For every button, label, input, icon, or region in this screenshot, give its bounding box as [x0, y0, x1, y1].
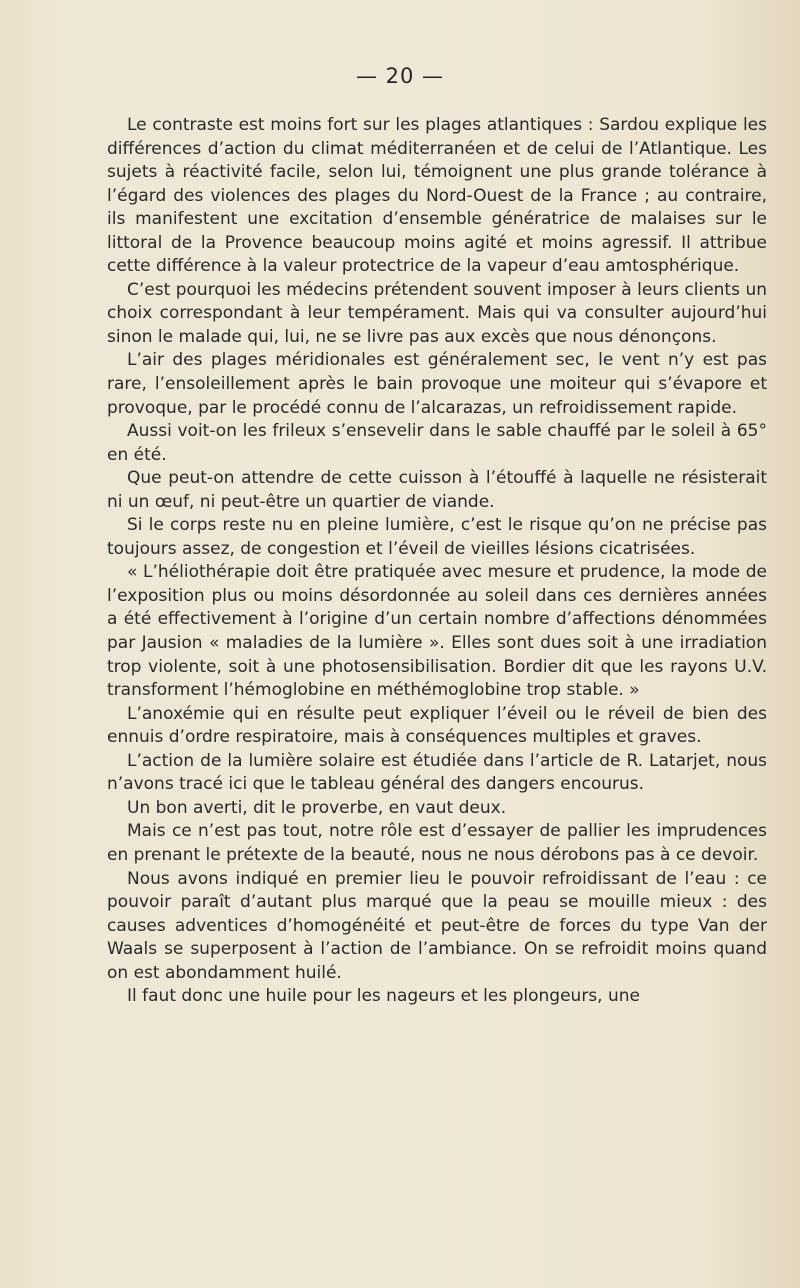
paragraph-southern-air: L’air des plages méridionales est généralement sec, le vent n’y est pas rare, l’ensoleillement après le bain provoque une moiteur qui s’évapore et provoque, par le procédé connu de l’alcarazas, un refroidissement rapide. — [107, 350, 767, 418]
paragraph-proverb: Un bon averti, dit le proverbe, en vaut deux. — [127, 797, 507, 818]
paragraph-our-role: Mais ce n’est pas tout, notre rôle est d’essayer de pallier les imprudences en prenant le prétexte de la beauté, nous ne nous dérobons pas à ce devoir. — [107, 821, 767, 865]
page-number: — 20 — — [355, 64, 445, 88]
paragraph-cooling-water: Nous avons indiqué en premier lieu le pouvoir refroidissant de l’eau : ce pouvoir paraît d’autant plus marqué que la peau se mouille mieux : des causes adventices d’homogénéité et peut-être de forces du type Van der Waals se superposent à l’action de l’ambiance. On se refroidit moins quand on est abondamment huilé. — [107, 868, 767, 983]
paragraph-atlantic-contrast: Le contraste est moins fort sur les plages atlantiques : Sardou explique les différences d’action du climat méditerranéen et de celui de l’Atlantique. Les sujets à réactivité facile, selon lui, témoignent une plus grande tolérance à l’égard des violences des plages du Nord-Ouest de la France ; au contraire, ils manifestent une excitation d’ensemble génératrice de malaises sur le littoral de la Provence beaucoup moins agité et moins agressif. Il attribue cette différence à la valeur protectrice de la vapeur d’eau amtosphérique. — [107, 115, 767, 277]
paragraph-sand-burial: Aussi voit-on les frileux s’ensevelir dans le sable chauffé par le soleil à 65° en été. — [107, 421, 767, 465]
page-text-body — [107, 114, 767, 1009]
paragraph-doctors-temperament: C’est pourquoi les médecins prétendent souvent imposer à leurs clients un choix correspondant à leur tempérament. Mais qui va consulter aujourd’hui sinon le malade qui, lui, ne se livre pas aux excès que nous dénonçons. — [107, 279, 767, 347]
paragraph-anoxemia: L’anoxémie qui en résulte peut expliquer l’éveil ou le réveil de bien des ennuis d’ordre respiratoire, mais à conséquences multiples et graves. — [107, 703, 767, 748]
paragraph-congestion-risk: Si le corps reste nu en pleine lumière, c’est le risque qu’on ne précise pas toujours assez, de congestion et l’éveil de vieilles lésions cicatrisées. — [107, 515, 767, 559]
paragraph-heliotherapy-quote: « L’héliothérapie doit être pratiquée avec mesure et prudence, la mode de l’exposition plus ou moins désordonnée au soleil dans ces dernières années a été effectivement à l’origine d’un certain nombre d’affections dénommées par Jausion « maladies de la lumière ». Elles sont dues soit à une irradiation trop violente, soit à une photosensibilisation. Bordier dit que les rayons U.V. transforment l’hémoglobine en méthémoglobine trop stable. » — [107, 562, 767, 701]
paragraph-oil-swimmers: Il faut donc une huile pour les nageurs et les plongeurs, une — [127, 986, 640, 1007]
paragraph-cooking: Que peut-on attendre de cette cuisson à l’étouffé à laquelle ne résisterait ni un œuf, ni peut-être un quartier de viande. — [107, 468, 767, 512]
paragraph-latarjet-article: L’action de la lumière solaire est étudiée dans l’article de R. Latarjet, nous n’avons tracé ici que le tableau général des dangers encourus. — [107, 750, 767, 795]
